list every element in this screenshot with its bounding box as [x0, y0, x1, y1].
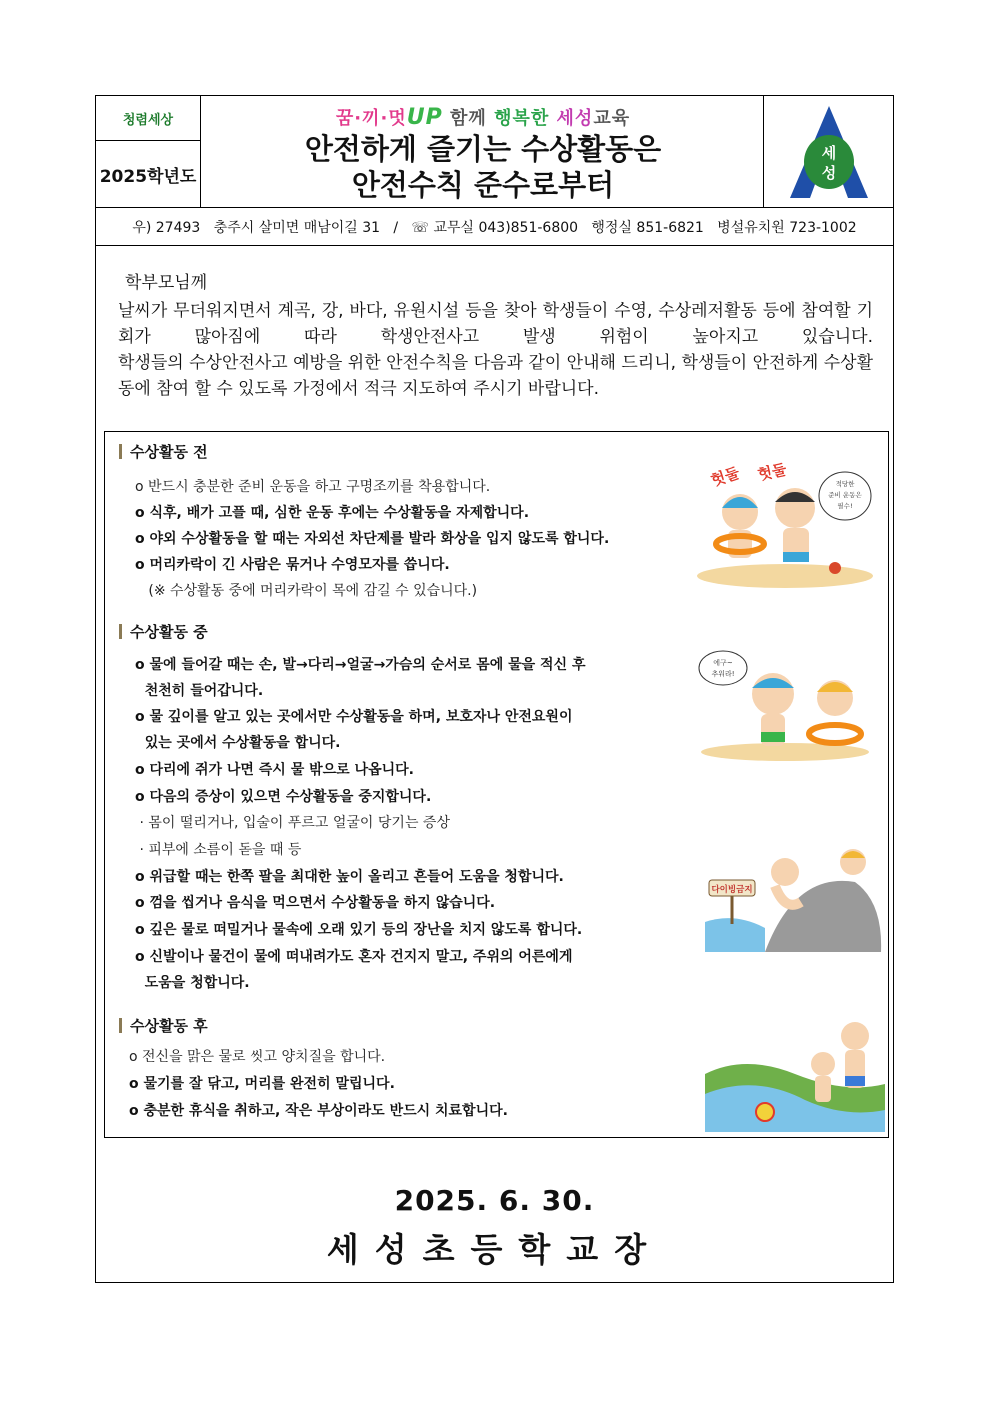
svg-text:필수!: 필수!: [837, 502, 853, 510]
list-item: (※ 수상활동 중에 머리카락이 목에 감길 수 있습니다.): [135, 583, 478, 599]
list-item: o 위급할 때는 한쪽 팔을 최대한 높이 올리고 흔들어 도움을 청합니다.: [135, 869, 564, 885]
school-year: 2025학년도: [99, 166, 197, 187]
list-item: o 깊은 물로 떠밀거나 물속에 오래 있기 등의 장난을 치지 않도록 합니다.: [135, 922, 583, 938]
section-during-heading: 수상활동 중: [119, 621, 208, 642]
list-item: o 물에 들어갈 때는 손, 발→다리→얼굴→가슴의 순서로 몸에 물을 적신 후: [135, 657, 586, 673]
svg-text:추워라!: 추워라!: [711, 670, 735, 678]
cold-kids-illustration: [695, 642, 875, 762]
list-item: 도움을 청합니다.: [135, 975, 250, 991]
intro-paragraph-2: 학생들의 수상안전사고 예방을 위한 안전수칙을 다음과 같이 안내해 드리니, 학생들이 안전하게 수상활동에 참여 할 수 있도록 가정에서 적극 지도하여 주시기 바랍니다.: [118, 353, 873, 399]
safety-rules-box: [104, 431, 889, 1138]
school-emblem-icon: [784, 102, 874, 202]
section-before-heading: 수상활동 전: [119, 441, 208, 462]
list-item: o 전신을 맑은 물로 씻고 양치질을 합니다.: [129, 1049, 386, 1065]
list-item: 있는 곳에서 수상활동을 합니다.: [135, 735, 341, 751]
list-item: · 몸이 떨리거나, 입술이 푸르고 얼굴이 당기는 증상: [135, 815, 450, 831]
list-item: 천천히 들어갑니다.: [135, 683, 264, 699]
svg-text:헛둘: 헛둘: [708, 463, 742, 490]
warmup-kids-illustration: [695, 460, 875, 588]
list-item: o 충분한 휴식을 취하고, 작은 부상이라도 반드시 치료합니다.: [129, 1103, 508, 1119]
page-title-line2: 안전수칙 준수로부터: [351, 168, 615, 202]
list-item: o 야외 수상활동을 할 때는 자외선 차단제를 발라 화상을 입지 않도록 합니다.: [135, 531, 610, 547]
list-item: o 물 깊이를 알고 있는 곳에서만 수상활동을 하며, 보호자나 안전요원이: [135, 709, 573, 725]
intro-letter: [118, 270, 873, 402]
header-title-cell: [201, 96, 765, 207]
svg-text:에구~: 에구~: [713, 659, 733, 667]
notice-frame: [95, 95, 894, 1283]
section-bar-icon: [119, 624, 122, 639]
svg-text:성: 성: [821, 163, 836, 182]
greeting: 학부모님께: [125, 273, 208, 293]
list-item: o 반드시 충분한 준비 운동을 하고 구명조끼를 착용합니다.: [135, 479, 491, 495]
svg-text:세: 세: [821, 143, 836, 162]
list-item: o 물기를 잘 닦고, 머리를 완전히 말립니다.: [129, 1076, 395, 1092]
principal-signature: 세성초등학교장: [326, 1230, 663, 1269]
svg-text:다이빙금지: 다이빙금지: [711, 885, 753, 895]
list-item: o 식후, 배가 고플 때, 심한 운동 후에는 수상활동을 자제합니다.: [135, 505, 530, 521]
section-bar-icon: [119, 444, 122, 459]
list-item: o 껌을 씹거나 음식을 먹으면서 수상활동을 하지 않습니다.: [135, 895, 496, 911]
header-left-cell: [96, 96, 201, 207]
address-line: 우) 27493 충주시 살미면 매남이길 31 / ☏ 교무실 043)851-6800 행정실 851-6821 병설유치원 723-1002: [96, 208, 893, 246]
after-swim-illustration: [705, 1014, 885, 1132]
issue-date: 2025. 6. 30.: [394, 1184, 595, 1217]
intro-paragraph-1: 날씨가 무더워지면서 계곡, 강, 바다, 유원시설 등을 찾아 학생들이 수영, 수상레저활동 등에 참여할 기회가 많아짐에 따라 학생안전사고 발생 위험이 높아지고 있습니다.: [118, 301, 873, 347]
no-diving-illustration: [705, 842, 885, 952]
section-bar-icon: [119, 1018, 122, 1033]
svg-text:준비 운동은: 준비 운동은: [828, 491, 862, 499]
list-item: o 머리카락이 긴 사람은 묶거나 수영모자를 씁니다.: [135, 557, 450, 573]
svg-text:헛둘: 헛둘: [756, 460, 789, 484]
header-table: [96, 96, 893, 208]
page-title-line1: 안전하게 즐기는 수상활동은: [304, 132, 662, 166]
svg-text:적당한: 적당한: [835, 480, 855, 488]
list-item: o 다음의 증상이 있으면 수상활동을 중지합니다.: [135, 789, 432, 805]
section-after-heading: 수상활동 후: [119, 1015, 208, 1036]
header-emblem-cell: [763, 96, 893, 207]
integrity-logo: 청렴세상: [96, 96, 200, 141]
list-item: · 피부에 소름이 돋을 때 등: [135, 842, 302, 858]
slogan: 꿈·끼·멋UP 함께 행복한 세성교육: [335, 105, 631, 130]
list-item: o 다리에 쥐가 나면 즉시 물 밖으로 나옵니다.: [135, 762, 414, 778]
list-item: o 신발이나 물건이 물에 떠내려가도 혼자 건지지 말고, 주위의 어른에게: [135, 949, 573, 965]
